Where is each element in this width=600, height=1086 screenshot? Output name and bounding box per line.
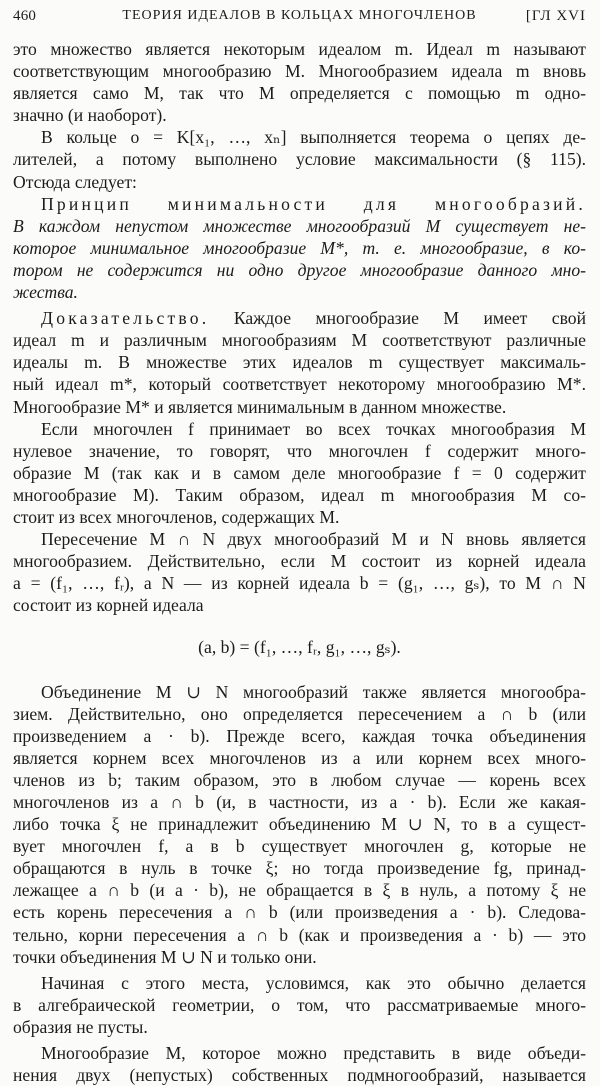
text-line: в алгебраической геометрии, о том, что рассматриваемые много- — [13, 994, 586, 1015]
text-line: идеал m и различным многообразиям M соответствуют различные — [13, 330, 586, 351]
paragraph-1 — [13, 38, 586, 126]
text-line: В кольце o = K[x₁, …, xₙ] выполняется теорема о цепях де- — [41, 127, 586, 148]
text-line: произведением a · b). Прежде всего, каждая точка объединения — [13, 725, 586, 746]
text-line: многочленов из a ∩ b (и, в частности, из a · b). Если же какая- — [13, 792, 586, 812]
paragraph-3 — [13, 418, 586, 528]
text-line: лежащее a ∩ b (и a · b), не обращается в ξ в нуль, а потому ξ не — [13, 880, 586, 901]
text-line: a = (f₁, …, fᵣ), а N — из корней идеала b = (g₁, …, gₛ), то M ∩ N — [13, 573, 586, 594]
text-line: Если многочлен f принимает во всех точках многообразия M — [41, 418, 586, 439]
running-title: ТЕОРИЯ ИДЕАЛОВ В КОЛЬЦАХ МНОГОЧЛЕНОВ — [122, 8, 477, 23]
text-line: Многообразие M* и является минимальным в данном множестве. — [13, 396, 507, 417]
proof-first-line — [13, 307, 586, 329]
text-line: членов из b; таким образом, это в любом случае — корень всех — [13, 769, 586, 790]
text-line: Пересечение M ∩ N двух многообразий M и N вновь является — [41, 529, 586, 550]
paragraph-4 — [13, 528, 586, 616]
page-number: 460 — [13, 8, 37, 24]
text-line: является корнем всех многочленов из a или корнем всех много- — [13, 747, 586, 768]
text-line: это множество является некоторым идеалом m. Идеал m называют — [13, 39, 586, 59]
text-line: образие M (так как и в самом деле многообразие f = 0 содержит — [13, 462, 586, 483]
text-line: вует многочлен f, а в b существует многочлен g, которые не — [13, 836, 586, 857]
text-line: значно (и наоборот). — [13, 105, 167, 126]
text-line: либо точка ξ не принадлежит объединению M ∪ N, то в a сущест- — [13, 814, 586, 835]
text-line: многообразием. Действительно, если M состоит из корней идеала — [13, 551, 586, 572]
paragraph-5 — [13, 681, 586, 968]
text-line: Отсюда следует: — [13, 171, 137, 192]
text-line: тельно, корни пересечения a ∩ b (как и произведения a · b) — это — [13, 924, 586, 945]
text-line: жества. — [13, 282, 78, 303]
page-body — [13, 38, 586, 1086]
text-line: Многообразие M, которое можно представить в виде объеди- — [41, 1043, 586, 1064]
text-line: многообразие M). Таким образом, идеал m многообразия M со- — [13, 484, 586, 505]
principle-heading: Принцип минимальности для многообразий. — [41, 193, 586, 214]
paragraph-7 — [13, 1042, 586, 1086]
display-formula: (a, b) = (f₁, …, fᵣ, g₁, …, gₛ). — [198, 637, 401, 658]
text-line: Начиная с этого места, условимся, как это обычно делается — [41, 972, 586, 993]
text-line: образия не пусты. — [13, 1016, 148, 1037]
text-line: точки объединения M ∪ N и только они. — [13, 946, 317, 967]
text-line: тором не содержится ни одно другое многообразие данного мно- — [13, 259, 586, 280]
text-line: состоит из корней идеала — [13, 595, 204, 616]
proof-first-text: Каждое многообразие M имеет свой — [233, 308, 586, 329]
text-line: стоит из всех многочленов, содержащих M. — [13, 506, 340, 527]
text-line: нения двух (непустых) собственных подмногообразий, называется — [13, 1065, 586, 1086]
text-line: Объединение M ∪ N многообразий также является многообра- — [41, 681, 586, 702]
text-line: есть корень пересечения a ∩ b (или произведения a · b). Следова- — [13, 902, 586, 923]
text-line: обращаются в нуль в точке ξ; но тогда произведение fg, принад- — [13, 858, 586, 879]
text-line: нулевое значение, то говорят, что многочлен f содержит много- — [13, 440, 586, 461]
text-line: зием. Действительно, оно определяется пересечением a ∩ b (или — [13, 703, 586, 724]
running-header — [13, 8, 586, 30]
text-line: лителей, а потому выполнено условие максимальности (§ 115). — [13, 149, 586, 170]
proof-heading: Доказательство. — [41, 308, 210, 329]
text-line: соответствующим многообразию M. Многообразием идеала m вновь — [13, 61, 586, 82]
paragraph-6 — [13, 972, 586, 1038]
chapter-label: [ГЛ XVI — [525, 8, 586, 24]
text-line: является само M, так что M определяется с помощью m одно- — [13, 83, 586, 104]
text-line: идеалы m. В множестве этих идеалов m существует максималь- — [13, 352, 586, 373]
text-line: которое минимальное многообразие M*, т. е. многообразие, в ко- — [13, 237, 586, 258]
principle-block — [13, 193, 586, 303]
text-line: В каждом непустом множестве многообразий M существует не- — [13, 215, 586, 236]
paragraph-2 — [13, 126, 586, 192]
proof-block — [13, 307, 586, 417]
text-line: ный идеал m*, который соответствует некоторому многообразию M*. — [13, 374, 586, 395]
